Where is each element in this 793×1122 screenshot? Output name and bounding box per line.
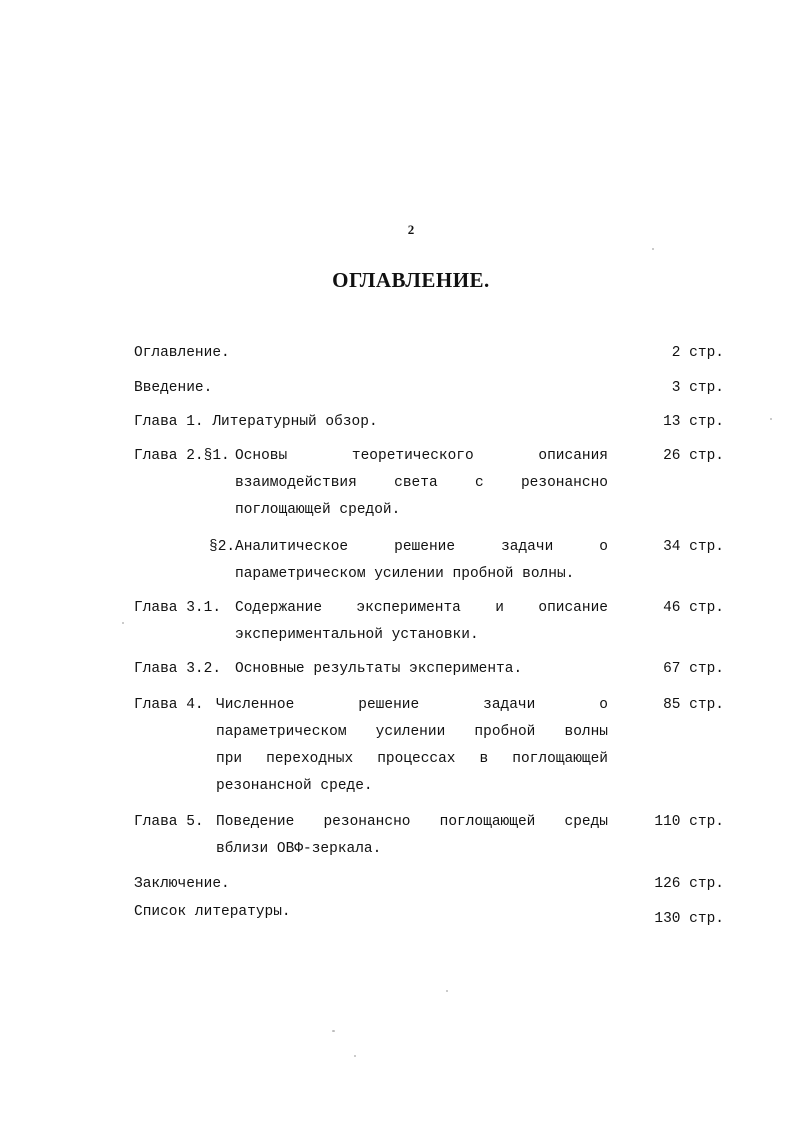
toc-entry-conclusion	[134, 871, 724, 898]
toc-entry-label: Глава 3.1.	[134, 600, 222, 616]
scan-speck	[652, 248, 654, 250]
toc-entry-label: Глава 5.	[134, 814, 204, 830]
toc-entry-line: взаимодействия света с резонансно	[235, 475, 608, 491]
toc-entry-page: 2 стр.	[671, 345, 724, 361]
scan-speck	[122, 622, 124, 624]
toc-entry-line: Численное решение задачи о	[216, 697, 608, 713]
toc-entry-line: при переходных процессах в поглощающей	[216, 751, 608, 767]
toc-entry-chapter-1	[134, 409, 724, 436]
toc-entry-page: 110 стр.	[654, 814, 724, 830]
toc-entry-label: §2.	[209, 539, 236, 555]
toc-entry-page: 13 стр.	[663, 414, 724, 430]
toc-entry-contents	[134, 340, 724, 367]
scan-speck	[770, 418, 772, 420]
toc-entry-chapter-2-section-2	[134, 534, 724, 588]
toc-entry-label: Оглавление.	[134, 345, 230, 361]
toc-entry-label: Глава 3.2.	[134, 661, 222, 677]
toc-entry-text	[235, 595, 608, 649]
page-title: ОГЛАВЛЕНИЕ.	[332, 268, 490, 292]
toc-entry-line: Содержание эксперимента и описание	[235, 600, 608, 616]
toc-entry-line: Поведение резонансно поглощающей среды	[216, 814, 608, 830]
toc-entry-page: 46 стр.	[663, 600, 724, 616]
scan-speck	[446, 990, 448, 992]
toc-entry-page: 34 стр.	[663, 539, 724, 555]
toc-entry-label: Глава 1. Литературный обзор.	[134, 414, 378, 430]
toc-entry-text	[235, 656, 608, 683]
scan-speck	[332, 1030, 335, 1032]
toc-entry-text	[235, 534, 608, 588]
toc-entry-references	[134, 899, 724, 935]
toc-entry-page: 126 стр.	[654, 876, 724, 892]
toc-entry-text	[216, 809, 608, 863]
toc-entry-label: Заключение.	[134, 876, 230, 892]
toc-entry-chapter-3-2	[134, 656, 724, 683]
toc-entry-line: экспериментальной установки.	[235, 627, 479, 643]
toc-entry-chapter-2-section-1	[134, 443, 724, 524]
toc-entry-line: параметрическом усилении пробной волны	[216, 724, 608, 740]
toc-entry-page: 67 стр.	[663, 661, 724, 677]
toc-entry-text	[235, 443, 608, 524]
toc-entry-line: поглощающей средой.	[235, 502, 401, 518]
toc-entry-label: Введение.	[134, 380, 213, 396]
toc-entry-chapter-4	[134, 692, 724, 800]
toc-entry-line: Основы теоретического описания	[235, 448, 608, 464]
toc-entry-page: 26 стр.	[663, 448, 724, 464]
toc-entry-line: резонансной среде.	[216, 778, 373, 794]
toc-entry-label: Список литературы.	[134, 904, 291, 920]
toc-entry-text	[216, 692, 608, 800]
page-number: 2	[407, 222, 415, 237]
toc-entry-chapter-3-1	[134, 595, 724, 649]
toc-entry-page: 3 стр.	[671, 380, 724, 396]
toc-entry-line: параметрическом усилении пробной волны.	[235, 566, 575, 582]
toc-entry-introduction	[134, 375, 724, 402]
toc-entry-line: вблизи ОВФ-зеркала.	[216, 841, 382, 857]
toc-entry-label: Глава 4.	[134, 697, 204, 713]
toc-entry-page: 130 стр.	[654, 911, 724, 927]
toc-entry-page: 85 стр.	[663, 697, 724, 713]
toc-entry-line: Основные результаты эксперимента.	[235, 661, 523, 677]
toc-entry-label: Глава 2.§1.	[134, 448, 230, 464]
toc-entry-line: Аналитическое решение задачи о	[235, 539, 608, 555]
scan-speck	[354, 1055, 356, 1057]
toc-entry-chapter-5	[134, 809, 724, 863]
